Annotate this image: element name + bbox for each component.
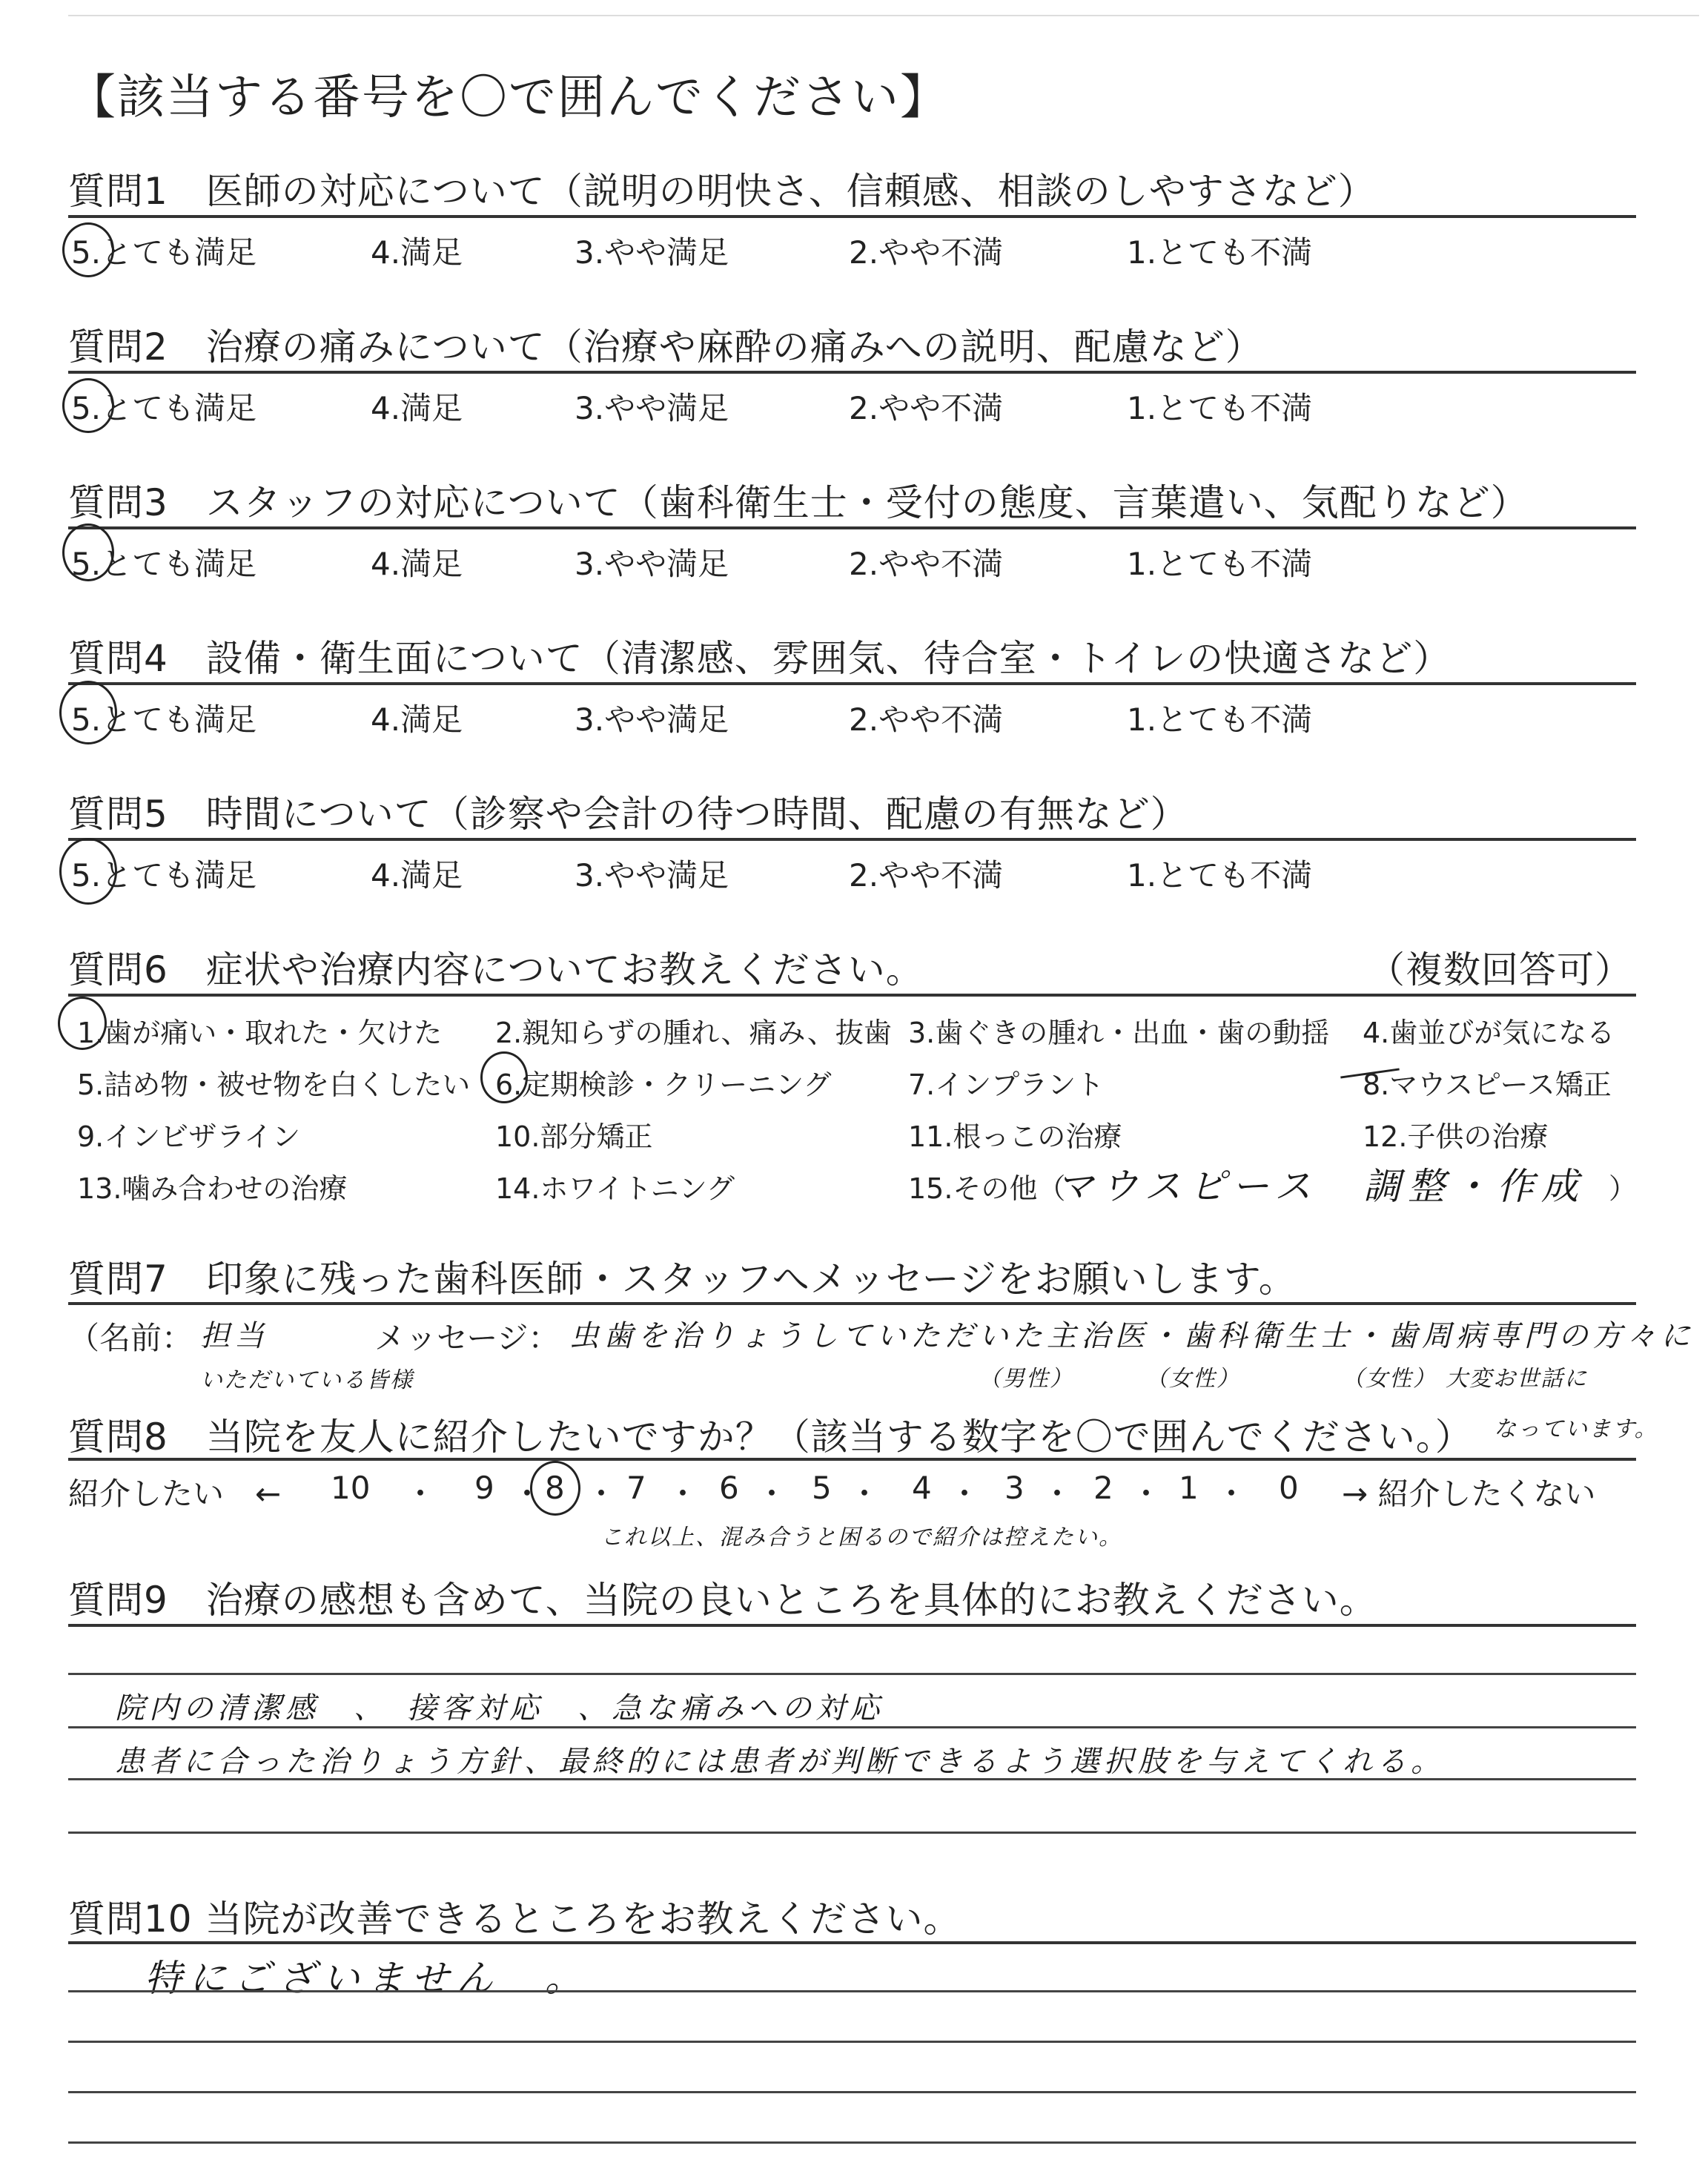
q8-scale-dot: ・ <box>667 1476 699 1512</box>
q8-scale-6[interactable]: 6 <box>719 1470 739 1506</box>
q4-option-3[interactable]: 3.やや満足 <box>575 701 729 738</box>
q1-option-1[interactable]: 1.とても不満 <box>1127 234 1313 271</box>
q5-selection-circle <box>59 838 117 905</box>
q6-other-answer[interactable]: マウスピース 調整・作成 <box>1056 1165 1586 1208</box>
q6-item-2[interactable]: 2.親知らずの腫れ、痛み、抜歯 <box>495 1017 892 1049</box>
q1-option-5[interactable]: 5.とても満足 <box>71 234 257 271</box>
q7-name-answer-line2[interactable]: いただいている皆様 <box>200 1367 414 1393</box>
q6-item-10[interactable]: 10.部分矯正 <box>495 1120 653 1153</box>
q6-item-13[interactable]: 13.噛み合わせの治療 <box>77 1172 348 1205</box>
q10-answer[interactable]: 特にございません 。 <box>145 1957 589 2000</box>
question-5-rule <box>68 838 1636 841</box>
question-7-rule <box>68 1302 1636 1305</box>
q6-item-1-circle <box>58 997 107 1050</box>
question-6-title: 質問6 症状や治療内容についてお教えください。 <box>68 948 924 991</box>
q3-option-5[interactable]: 5.とても満足 <box>71 546 257 582</box>
q2-option-1[interactable]: 1.とても不満 <box>1127 390 1313 426</box>
q8-comment[interactable]: これ以上、混み合うと困るので紹介は控えたい。 <box>600 1525 1122 1550</box>
question-6-note: （複数回答可） <box>1368 948 1632 991</box>
q5-option-4[interactable]: 4.満足 <box>371 857 463 894</box>
q1-option-2[interactable]: 2.やや不満 <box>849 234 1004 271</box>
q8-scale-7[interactable]: 7 <box>626 1470 646 1506</box>
q4-option-2[interactable]: 2.やや不満 <box>849 701 1004 738</box>
q8-scale-0[interactable]: 0 <box>1279 1470 1299 1506</box>
question-1-rule <box>68 215 1636 218</box>
q6-item-14[interactable]: 14.ホワイトニング <box>495 1172 735 1205</box>
q1-option-3[interactable]: 3.やや満足 <box>575 234 729 271</box>
q1-option-4[interactable]: 4.満足 <box>371 234 463 271</box>
question-6-rule <box>68 994 1636 997</box>
q7-message-answer-line3[interactable]: なっています。 <box>1494 1416 1658 1442</box>
q6-item-7[interactable]: 7.インプラント <box>908 1069 1105 1101</box>
q7-name-label: （名前： <box>68 1320 193 1356</box>
q3-option-3[interactable]: 3.やや満足 <box>575 546 729 582</box>
q6-item-6[interactable]: 6.定期検診・クリーニング <box>495 1069 832 1101</box>
top-edge-line <box>68 15 1699 16</box>
q4-option-5[interactable]: 5.とても満足 <box>71 701 257 738</box>
q7-name-answer[interactable]: 担当 <box>200 1319 268 1353</box>
q8-scale-3[interactable]: 3 <box>1004 1470 1025 1506</box>
q3-option-4[interactable]: 4.満足 <box>371 546 463 582</box>
question-8-rule <box>68 1458 1636 1461</box>
q9-answer-line-1 <box>68 1673 1636 1675</box>
q6-item-15[interactable]: 15.その他（ <box>908 1172 1066 1205</box>
q8-scale-2[interactable]: 2 <box>1093 1470 1113 1506</box>
q6-item-15-close: ） <box>1609 1172 1638 1205</box>
q6-item-6-circle <box>480 1051 528 1103</box>
question-8-title: 質問8 当院を友人に紹介したいですか？（該当する数字を〇で囲んでください。） <box>68 1416 1473 1459</box>
q7-message-answer-line2[interactable]: 大変お世話に <box>1446 1366 1588 1392</box>
q7-message-note-male: （男性） <box>979 1366 1073 1392</box>
page-title: 【該当する番号を〇で囲んでください】 <box>68 70 949 125</box>
q3-option-1[interactable]: 1.とても不満 <box>1127 546 1313 582</box>
q5-option-5[interactable]: 5.とても満足 <box>71 857 257 894</box>
q7-message-label: メッセージ： <box>374 1320 560 1356</box>
question-9-rule <box>68 1624 1636 1627</box>
q4-option-1[interactable]: 1.とても不満 <box>1127 701 1313 738</box>
question-9-title: 質問9 治療の感想も含めて、当院の良いところを具体的にお教えください。 <box>68 1579 1377 1622</box>
q8-scale-dot: ・ <box>1042 1476 1073 1512</box>
q10-answer-line-4 <box>68 2141 1636 2144</box>
q7-message-answer[interactable]: 虫歯を治りょうしていただいた主治医・歯科衛生士・歯周病専門の方々に <box>569 1319 1695 1353</box>
q2-selection-circle <box>62 378 114 433</box>
q1-selection-circle <box>62 222 114 277</box>
q8-scale-5[interactable]: 5 <box>812 1470 832 1506</box>
q7-message-note-female-1: （女性） <box>1145 1366 1240 1392</box>
q10-answer-line-3 <box>68 2091 1636 2093</box>
q6-item-11[interactable]: 11.根っこの治療 <box>908 1120 1122 1153</box>
question-2-title: 質問2 治療の痛みについて（治療や麻酔の痛みへの説明、配慮など） <box>68 326 1263 369</box>
q3-selection-circle <box>62 524 114 581</box>
q2-option-5[interactable]: 5.とても満足 <box>71 390 257 426</box>
q6-item-8[interactable]: 8.マウスピース矯正 <box>1363 1069 1612 1101</box>
q2-option-2[interactable]: 2.やや不満 <box>849 390 1004 426</box>
q8-scale-dot: ・ <box>1131 1476 1162 1512</box>
q8-scale-dot: ・ <box>1216 1476 1248 1512</box>
q9-answer-line-4 <box>68 1832 1636 1834</box>
q8-scale-4[interactable]: 4 <box>912 1470 932 1506</box>
q6-item-4[interactable]: 4.歯並びが気になる <box>1363 1017 1615 1049</box>
q4-selection-circle <box>59 681 117 744</box>
question-5-title: 質問5 時間について（診察や会計の待つ時間、配慮の有無など） <box>68 793 1188 836</box>
q5-option-3[interactable]: 3.やや満足 <box>575 857 729 894</box>
q8-scale-dot: ・ <box>512 1476 543 1512</box>
q10-answer-line-2 <box>68 2041 1636 2043</box>
q6-item-9[interactable]: 9.インビザライン <box>77 1120 301 1153</box>
q8-scale-dot: ・ <box>756 1476 788 1512</box>
q8-scale-dot: ・ <box>949 1476 981 1512</box>
question-3-title: 質問3 スタッフの対応について（歯科衛生士・受付の態度、言葉遣い、気配りなど） <box>68 481 1529 524</box>
q8-scale-10[interactable]: 10 <box>331 1470 371 1506</box>
q8-scale-dot: ・ <box>586 1476 618 1512</box>
q8-left-label: 紹介したい ← <box>68 1476 282 1512</box>
question-1-title: 質問1 医師の対応について（説明の明快さ、信頼感、相談のしやすさなど） <box>68 170 1376 213</box>
q4-option-4[interactable]: 4.満足 <box>371 701 463 738</box>
q5-option-1[interactable]: 1.とても不満 <box>1127 857 1313 894</box>
q5-option-2[interactable]: 2.やや不満 <box>849 857 1004 894</box>
q2-option-4[interactable]: 4.満足 <box>371 390 463 426</box>
q7-message-note-female-2: （女性） <box>1342 1366 1437 1392</box>
q8-selection-circle <box>530 1461 580 1516</box>
q3-option-2[interactable]: 2.やや不満 <box>849 546 1004 582</box>
q8-scale-9[interactable]: 9 <box>474 1470 494 1506</box>
q10-answer-line-1 <box>68 1990 1636 1992</box>
q8-right-label: → 紹介したくない <box>1342 1476 1596 1512</box>
q9-answer-2[interactable]: 患者に合った治りょう方針、最終的には患者が判断できるよう選択肢を与えてくれる。 <box>115 1745 1445 1779</box>
q2-option-3[interactable]: 3.やや満足 <box>575 390 729 426</box>
q8-scale-dot: ・ <box>405 1476 437 1512</box>
question-10-rule <box>68 1941 1636 1944</box>
q6-item-3[interactable]: 3.歯ぐきの腫れ・出血・歯の動揺 <box>908 1017 1330 1049</box>
question-7-title: 質問7 印象に残った歯科医師・スタッフへメッセージをお願いします。 <box>68 1258 1297 1301</box>
q6-item-1[interactable]: 1.歯が痛い・取れた・欠けた <box>77 1017 443 1049</box>
q6-item-5[interactable]: 5.詰め物・被せ物を白くしたい <box>77 1069 471 1101</box>
q9-answer-1[interactable]: 院内の清潔感 、 接客対応 、急な痛みへの対応 <box>115 1691 884 1725</box>
q6-item-12[interactable]: 12.子供の治療 <box>1363 1120 1549 1153</box>
question-4-title: 質問4 設備・衛生面について（清潔感、雰囲気、待合室・トイレの快適さなど） <box>68 637 1452 680</box>
question-10-title: 質問10 当院が改善できるところをお教えください。 <box>68 1898 961 1941</box>
question-3-rule <box>68 526 1636 529</box>
q8-scale-1[interactable]: 1 <box>1179 1470 1199 1506</box>
q8-scale-8[interactable]: 8 <box>545 1470 565 1506</box>
question-2-rule <box>68 371 1636 374</box>
question-4-rule <box>68 682 1636 685</box>
q8-scale-dot: ・ <box>849 1476 881 1512</box>
